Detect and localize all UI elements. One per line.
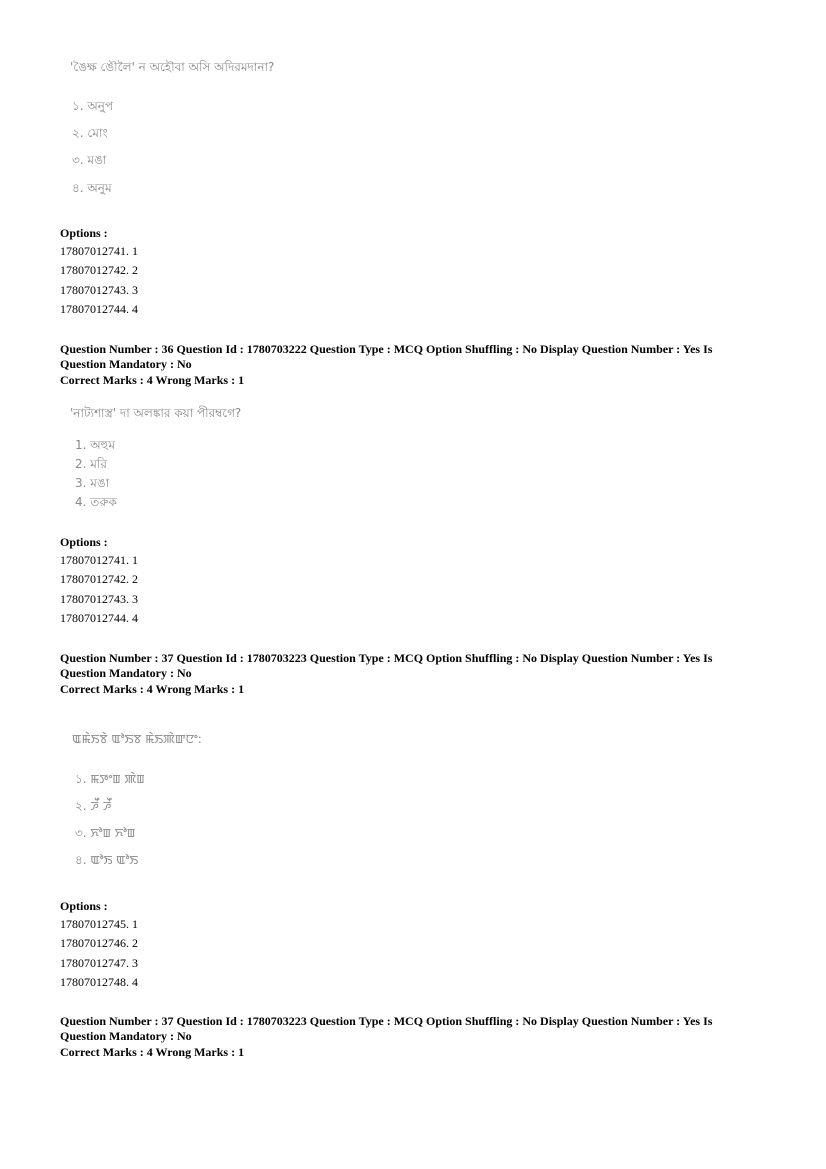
q37b-header (60, 1014, 760, 1060)
q35-choice-3: ৩. মঙা (72, 153, 107, 167)
q36-choice-1: 1. অহুম (75, 438, 115, 452)
q37-option-4: 17807012748. 4 (60, 974, 138, 989)
q35-stem-text: 'ঙৈক্ষ ঙৌলৈ' ন অহৌবা অসি অদিরমদানা? (70, 60, 275, 74)
q37b-marks: Correct Marks : 4 Wrong Marks : 1 (60, 1045, 245, 1059)
q35-choice-2: ২. মোং (72, 126, 108, 140)
q35-option-3: 17807012743. 3 (60, 282, 138, 297)
q37-option-2: 17807012746. 2 (60, 936, 138, 951)
q36-choice-2: 2. মরি (75, 457, 107, 471)
q37-header (60, 651, 760, 697)
q35-stem-image (70, 59, 770, 75)
q35-choice-4: ৪. অনুম (72, 181, 112, 195)
q37-meta-line-2: Question Mandatory : No (60, 666, 192, 680)
q37-option-1: 17807012745. 1 (60, 917, 138, 931)
q36-header (60, 342, 760, 388)
q36-stem-image (70, 405, 770, 421)
q37-choice-1: ১. ꯃꯇꯦꯡ ꯄꯥꯡ (75, 772, 145, 786)
q37-stem-text: ꯑꯃꯥꯏꯕꯥ ꯑꯣꯏꯕ ꯃꯥꯏꯄꯥꯛꯅꯦ: (72, 732, 202, 746)
q37-option-3: 17807012747. 3 (60, 955, 138, 970)
q37-marks: Correct Marks : 4 Wrong Marks : 1 (60, 682, 245, 696)
q37-options (60, 897, 760, 992)
q36-options (60, 533, 760, 628)
q35-options-heading: Options : (60, 226, 108, 240)
q36-option-2: 17807012742. 2 (60, 572, 138, 587)
q37-choice-2: ২. ꯍꯩ ꯍꯩ (75, 799, 112, 813)
q35-option-4: 17807012744. 4 (60, 301, 138, 316)
q36-option-1: 17807012741. 1 (60, 553, 138, 567)
q36-option-4: 17807012744. 4 (60, 610, 138, 625)
q35-choice-1: ১. অনুপ (72, 99, 114, 113)
q36-stem-text: 'নাট্যশাস্ত্র' দা অলঙ্কার কয়া পীরম্বগে? (70, 406, 242, 420)
q37b-meta-line-2: Question Mandatory : No (60, 1029, 192, 1043)
q35-option-1: 17807012741. 1 (60, 244, 138, 258)
q36-choice-3: 3. মঙা (75, 476, 110, 490)
q37-options-heading: Options : (60, 899, 108, 913)
q35-option-2: 17807012742. 2 (60, 263, 138, 278)
q37-choice-3: ৩. ꯈꯣꯡ ꯈꯣꯡ (75, 826, 136, 840)
q36-choice-4: 4. তরুক (75, 495, 117, 509)
q36-option-3: 17807012743. 3 (60, 591, 138, 606)
q37-meta-line-1: Question Number : 37 Question Id : 1780703223 Question Type : MCQ Option Shuffling : No Display Question Number : Yes Is (60, 651, 713, 665)
q37-stem-image (72, 731, 772, 747)
q36-meta-line-2: Question Mandatory : No (60, 357, 192, 371)
q37-choice-4: ৪. ꯑꯣꯏ ꯑꯣꯏ (75, 853, 139, 867)
q36-options-heading: Options : (60, 535, 108, 549)
q37b-meta-line-1: Question Number : 37 Question Id : 1780703223 Question Type : MCQ Option Shuffling : No Display Question Number : Yes Is (60, 1014, 713, 1028)
q35-options (60, 224, 760, 319)
q36-meta-line-1: Question Number : 36 Question Id : 1780703222 Question Type : MCQ Option Shuffling : No Display Question Number : Yes Is (60, 342, 713, 356)
q36-marks: Correct Marks : 4 Wrong Marks : 1 (60, 373, 245, 387)
